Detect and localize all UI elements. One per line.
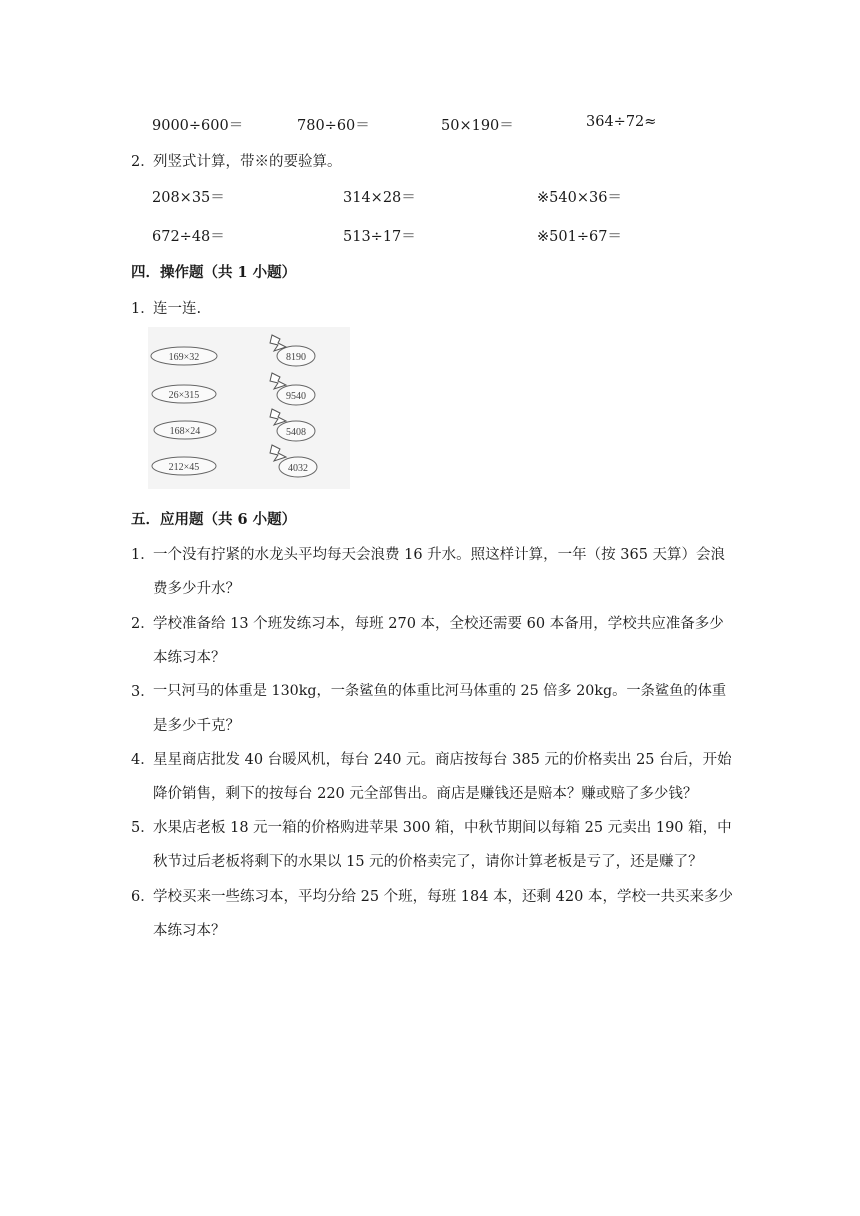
left-cloud-label: 168×24: [169, 426, 201, 437]
oral-calc-item: 780÷60＝: [297, 118, 370, 134]
question-line: 是多少千克？: [153, 718, 240, 734]
question-line: 学校买来一些练习本，平均分给 25 个班，每班 184 本，还剩 420 本，学校一共买来多少: [153, 889, 733, 905]
right-cloud-1: [270, 335, 315, 366]
question-number: 6．: [131, 889, 155, 905]
vertical-calc-item: ※501÷67＝: [537, 229, 622, 245]
question-line: 学校准备给 13 个班发练习本，每班 270 本，全校还需要 60 本备用，学校共应准备多少: [153, 616, 724, 632]
question-text: 列竖式计算，带※的要验算。: [153, 154, 342, 170]
section-heading-application: 五．应用题（共 6 小题）: [131, 511, 297, 528]
matching-figure: [148, 327, 350, 489]
question-line: 星星商店批发 40 台暖风机，每台 240 元。商店按每台 385 元的价格卖出 25 台后，开始: [153, 752, 732, 768]
question-line: 一只河马的体重是 130kg，一条鲨鱼的体重比河马体重的 25 倍多 20kg。一条鲨鱼的体重: [153, 683, 727, 699]
matching-figure-svg: [148, 327, 350, 489]
right-cloud-2: [270, 373, 315, 405]
vertical-calc-item: ※540×36＝: [537, 190, 622, 206]
lightning-icon: [270, 373, 286, 389]
question-line: 本练习本？: [153, 650, 226, 666]
question-line: 降价销售，剩下的按每台 220 元全部售出。商店是赚钱还是赔本？赚或赔了多少钱？: [153, 786, 698, 802]
left-cloud-label: 212×45: [168, 462, 200, 473]
right-cloud-label: 8190: [286, 352, 306, 363]
left-cloud-label: 26×315: [168, 390, 200, 401]
lightning-icon: [270, 445, 286, 461]
lightning-icon: [270, 409, 286, 425]
question-line: 本练习本？: [153, 923, 226, 939]
right-cloud-3: [270, 409, 315, 441]
question-number: 5．: [131, 820, 155, 836]
left-cloud-2: [152, 385, 216, 403]
left-cloud-1: [151, 347, 217, 365]
right-cloud-label: 5408: [286, 427, 306, 438]
question-number: 1．: [131, 301, 155, 317]
vertical-calc-row-1: [0, 186, 860, 210]
vertical-calc-item: 672÷48＝: [152, 229, 225, 245]
question-line: 费多少升水？: [153, 581, 240, 597]
question-line: 秋节过后老板将剩下的水果以 15 元的价格卖完了，请你计算老板是亏了，还是赚了？: [153, 854, 703, 870]
oral-calc-row: [0, 114, 860, 138]
vertical-calc-item: 314×28＝: [343, 190, 416, 206]
right-cloud-4: [270, 445, 317, 477]
question-number: 2．: [131, 154, 155, 170]
vertical-calc-item: 208×35＝: [152, 190, 225, 206]
question-line: 水果店老板 18 元一箱的价格购进苹果 300 箱，中秋节期间以每箱 25 元卖出 190 箱，中: [153, 820, 732, 836]
left-cloud-3: [154, 421, 216, 439]
question-text: 连一连.: [153, 301, 202, 317]
question-line: 一个没有拧紧的水龙头平均每天会浪费 16 升水。照这样计算，一年（按 365 天算）会浪: [153, 547, 726, 563]
vertical-calc-row-2: [0, 225, 860, 249]
right-cloud-label: 4032: [288, 463, 308, 474]
question-number: 2．: [131, 616, 155, 632]
oral-calc-item: 364÷72≈: [586, 114, 657, 130]
question-number: 1．: [131, 547, 155, 563]
left-cloud-label: 169×32: [168, 352, 200, 363]
oral-calc-item: 9000÷600＝: [152, 118, 244, 134]
left-cloud-4: [152, 457, 216, 475]
vertical-calc-item: 513÷17＝: [343, 229, 416, 245]
right-cloud-label: 9540: [286, 391, 306, 402]
question-number: 4．: [131, 752, 155, 768]
oral-calc-item: 50×190＝: [441, 118, 514, 134]
question-number: 3．: [131, 684, 155, 700]
section-heading-operation: 四．操作题（共 1 小题）: [131, 264, 297, 281]
